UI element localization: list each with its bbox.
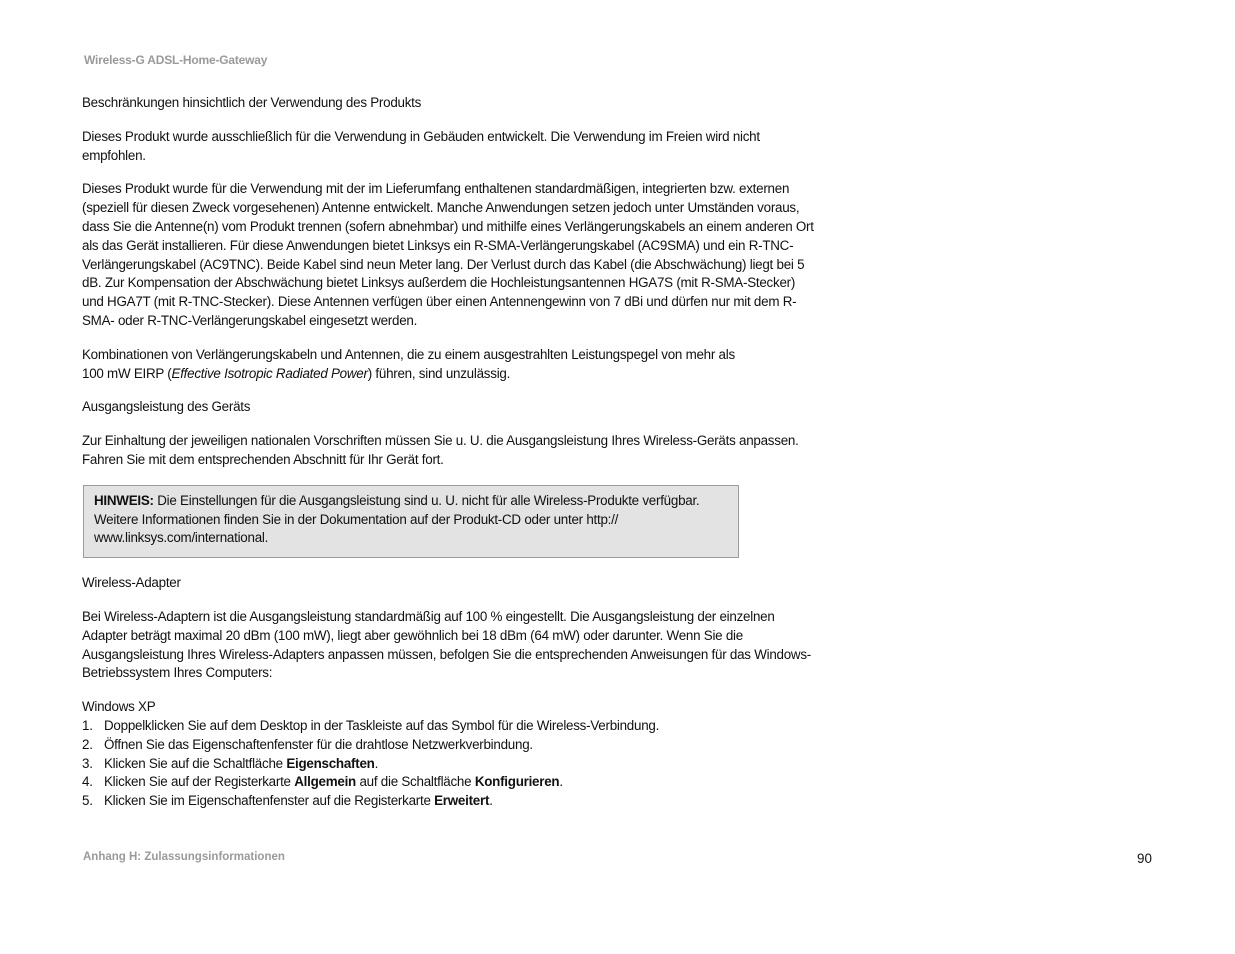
step-number: 1. xyxy=(82,717,93,733)
document-body xyxy=(82,94,817,811)
eirp-pre: 100 mW EIRP ( xyxy=(82,365,172,381)
step-text: Doppelklicken Sie auf dem Desktop in der Taskleiste auf das Symbol für die Wireless-Verbindung. xyxy=(104,717,660,733)
list-item xyxy=(82,773,817,792)
eirp-italic: Effective Isotropic Radiated Power xyxy=(171,365,368,381)
step-bold: Eigenschaften xyxy=(286,755,375,771)
steps-list xyxy=(82,717,817,811)
step-text: Klicken Sie im Eigenschaftenfenster auf die Registerkarte xyxy=(104,793,435,809)
step-text: Klicken Sie auf der Registerkarte xyxy=(104,774,295,790)
section-heading-wireless-adapter: Wireless-Adapter xyxy=(82,575,181,591)
step-bold: Erweitert xyxy=(434,793,490,809)
page-number: 90 xyxy=(1137,851,1152,866)
note-box xyxy=(83,485,739,558)
note-text: Die Einstellungen für die Ausgangsleistung sind u. U. nicht für alle Wireless-Produkte verfügbar. Weitere Informationen finden Sie in der Dokumentation auf der Produkt-CD oder unter http:// www.linksys.com/international. xyxy=(94,492,700,546)
paragraph-regulations: Zur Einhaltung der jeweiligen nationalen Vorschriften müssen Sie u. U. die Ausgangsleistung Ihres Wireless-Geräts anpassen. Fahren Sie mit dem entsprechenden Abschnitt für Ihr Gerät fort. xyxy=(82,433,799,467)
list-item xyxy=(82,736,817,755)
list-item xyxy=(82,717,817,736)
step-bold: Konfigurieren xyxy=(474,774,560,790)
step-number: 5. xyxy=(82,793,93,809)
footer-section-title: Anhang H: Zulassungsinformationen xyxy=(83,851,285,863)
step-text: . xyxy=(489,793,493,809)
step-number: 3. xyxy=(82,755,93,771)
document-header: Wireless-G ADSL-Home-Gateway xyxy=(84,53,268,67)
section-heading-restrictions: Beschränkungen hinsichtlich der Verwendung des Produkts xyxy=(82,95,422,110)
paragraph-eirp xyxy=(82,346,817,384)
note-label: HINWEIS: xyxy=(94,492,154,508)
step-text: Klicken Sie auf die Schaltfläche xyxy=(104,755,287,771)
eirp-post: ) führen, sind unzulässig. xyxy=(367,365,511,381)
step-text: . xyxy=(374,755,379,771)
step-text: Öffnen Sie das Eigenschaftenfenster für die drahtlose Netzwerkverbindung. xyxy=(104,736,533,752)
eirp-line1: Kombinationen von Verlängerungskabeln und Antennen, die zu einem ausgestrahlten Leistungspegel von mehr als xyxy=(82,346,735,362)
section-heading-output-power: Ausgangsleistung des Geräts xyxy=(82,399,251,415)
step-number: 4. xyxy=(82,774,93,790)
paragraph-antenna: Dieses Produkt wurde für die Verwendung mit der im Lieferumfang enthaltenen standardmäßigen, integrierten bzw. externen (speziell für diesen Zweck vorgesehenen) Antenne entwickelt. Manche Anwendungen setzen jedoch unter Umständen voraus, dass Sie die Antenne(n) vom Produkt trennen (sofern abnehmbar) und mithilfe eines Verlängerungskabels an einem anderen Ort als das Gerät installieren. Für diese Anwendungen bietet Linksys ein R-SMA-Verlängerungskabel (AC9SMA) und ein R-TNC-Verlängerungskabel (AC9TNC). Beide Kabel sind neun Meter lang. Der Verlust durch das Kabel (die Abschwächung) liegt bei 5 dB. Zur Kompensation der Abschwächung bietet Linksys außerdem die Hochleistungsantennen HGA7S (mit R-SMA-Stecker) und HGA7T (mit R-TNC-Stecker). Diese Antennen verfügen über einen Antennengewinn von 7 dBi und dürfen nur mit dem R-SMA- oder R-TNC-Verlängerungskabel eingesetzt werden. xyxy=(82,181,814,328)
subheading-windows-xp: Windows XP xyxy=(82,699,156,715)
paragraph-indoor-use: Dieses Produkt wurde ausschließlich für die Verwendung in Gebäuden entwickelt. Die Verwendung im Freien wird nicht empfohlen. xyxy=(82,128,760,163)
step-bold: Allgemein xyxy=(294,774,356,790)
paragraph-adapter-power: Bei Wireless-Adaptern ist die Ausgangsleistung standardmäßig auf 100 % eingestellt. Die Ausgangsleistung der einzelnen Adapter beträgt maximal 20 dBm (100 mW), liegt aber gewöhnlich bei 18 dBm (64 mW) oder darunter. Wenn Sie die Ausgangsleistung Ihres Wireless-Adapters anpassen müssen, befolgen Sie die entsprechenden Anweisungen für das Windows-Betriebssystem Ihres Computers: xyxy=(82,608,811,681)
step-number: 2. xyxy=(82,736,93,752)
list-item xyxy=(82,792,817,811)
step-text: auf die Schaltfläche xyxy=(355,774,475,790)
step-text: . xyxy=(559,774,563,790)
list-item xyxy=(82,755,817,774)
